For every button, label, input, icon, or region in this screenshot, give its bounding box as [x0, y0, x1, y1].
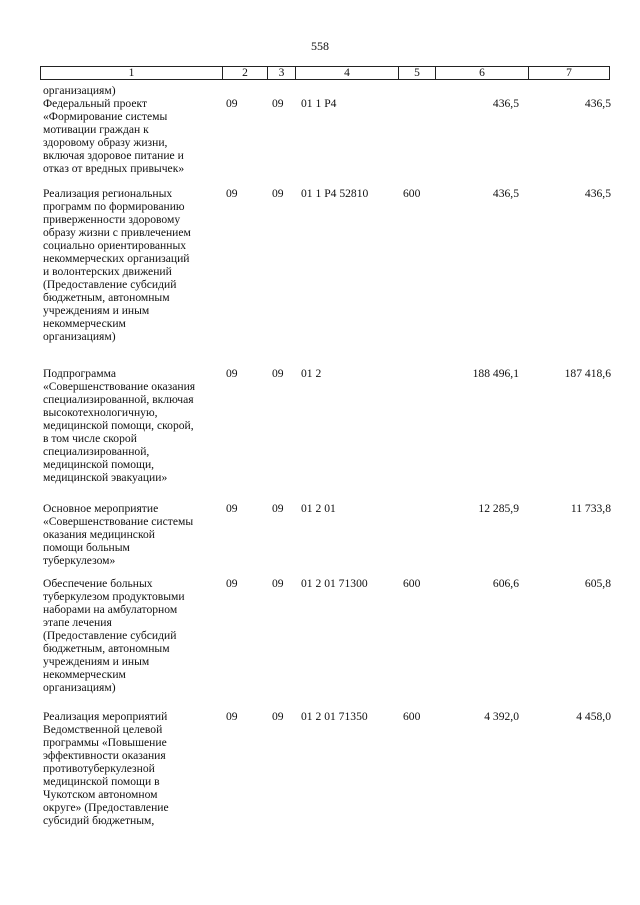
row-name: Федеральный проект «Формирование системы мотивации граждан к здоровому образу жизни, включая здоровое питание и отказ от вредных привычек»: [43, 97, 185, 175]
table-row: [0, 187, 640, 367]
row-subsection: 09: [272, 577, 284, 590]
column-header-6: 6: [436, 67, 529, 79]
row-subsection: 09: [272, 187, 284, 200]
row-target-code: 01 1 P4 52810: [301, 187, 369, 200]
row-subsection: 09: [272, 97, 284, 110]
row-amount-col6: 436,5: [492, 187, 519, 200]
row-expense-type: 600: [403, 577, 421, 590]
row-amount-col7: 187 418,6: [564, 367, 611, 380]
row-subsection: 09: [272, 367, 284, 380]
row-name: Обеспечение больных туберкулезом продуктовыми наборами на амбулаторном этапе лечения (Предоставление субсидий бюджетным, автономным учреждениям и иным некоммерческим организациям): [43, 577, 185, 694]
table-row: [0, 577, 640, 710]
column-header-5: 5: [399, 67, 436, 79]
row-section: 09: [226, 367, 238, 380]
table-row: [0, 84, 640, 97]
column-header-4: 4: [296, 67, 399, 79]
row-expense-type: 600: [403, 187, 421, 200]
row-name: Подпрограмма «Совершенствование оказания специализированной, включая высокотехнологичную, медицинской помощи, скорой, в том числе скорой специализированной, медицинской помощи, медицинской эвакуации»: [43, 367, 196, 484]
column-header-2: 2: [223, 67, 268, 79]
row-amount-col6: 436,5: [492, 97, 519, 110]
row-target-code: 01 1 P4: [301, 97, 337, 110]
row-expense-type: 600: [403, 710, 421, 723]
column-header-1: 1: [41, 67, 223, 79]
row-amount-col7: 436,5: [584, 97, 611, 110]
row-amount-col7: 605,8: [584, 577, 611, 590]
row-name: Реализация мероприятий Ведомственной целевой программы «Повышение эффективности оказания противотуберкулезной медицинской помощи в Чукотском автономном округе» (Предоставление субсидий бюджетным,: [43, 710, 169, 827]
page-number: 558: [311, 39, 329, 53]
row-subsection: 09: [272, 710, 284, 723]
row-amount-col6: 188 496,1: [472, 367, 519, 380]
table-body: [0, 84, 640, 830]
table-row: [0, 367, 640, 502]
row-name: организациям): [43, 84, 116, 97]
row-section: 09: [226, 710, 238, 723]
row-subsection: 09: [272, 502, 284, 515]
column-header-7: 7: [566, 67, 572, 79]
row-target-code: 01 2 01 71350: [301, 710, 368, 723]
row-section: 09: [226, 577, 238, 590]
row-section: 09: [226, 97, 238, 110]
row-name: Основное мероприятие «Совершенствование системы оказания медицинской помощи больным туберкулезом»: [43, 502, 194, 567]
row-target-code: 01 2: [301, 367, 322, 380]
row-section: 09: [226, 502, 238, 515]
row-target-code: 01 2 01: [301, 502, 336, 515]
table-header-row: [40, 66, 610, 80]
row-target-code: 01 2 01 71300: [301, 577, 368, 590]
table-row: [0, 502, 640, 577]
row-amount-col6: 4 392,0: [484, 710, 519, 723]
table-row: [0, 97, 640, 187]
row-amount-col7: 436,5: [584, 187, 611, 200]
row-amount-col6: 606,6: [492, 577, 519, 590]
row-amount-col6: 12 285,9: [478, 502, 519, 515]
row-amount-col7: 11 733,8: [570, 502, 611, 515]
row-amount-col7: 4 458,0: [576, 710, 611, 723]
row-name: Реализация региональных программ по формированию приверженности здоровому образу жизни с привлечением социально ориентированных некоммерческих организаций и волонтерских движений (Предоставление субсидий бюджетным, автономным учреждениям и иным некоммерческим организациям): [43, 187, 191, 343]
column-header-3: 3: [268, 67, 296, 79]
table-row: [0, 710, 640, 830]
row-section: 09: [226, 187, 238, 200]
